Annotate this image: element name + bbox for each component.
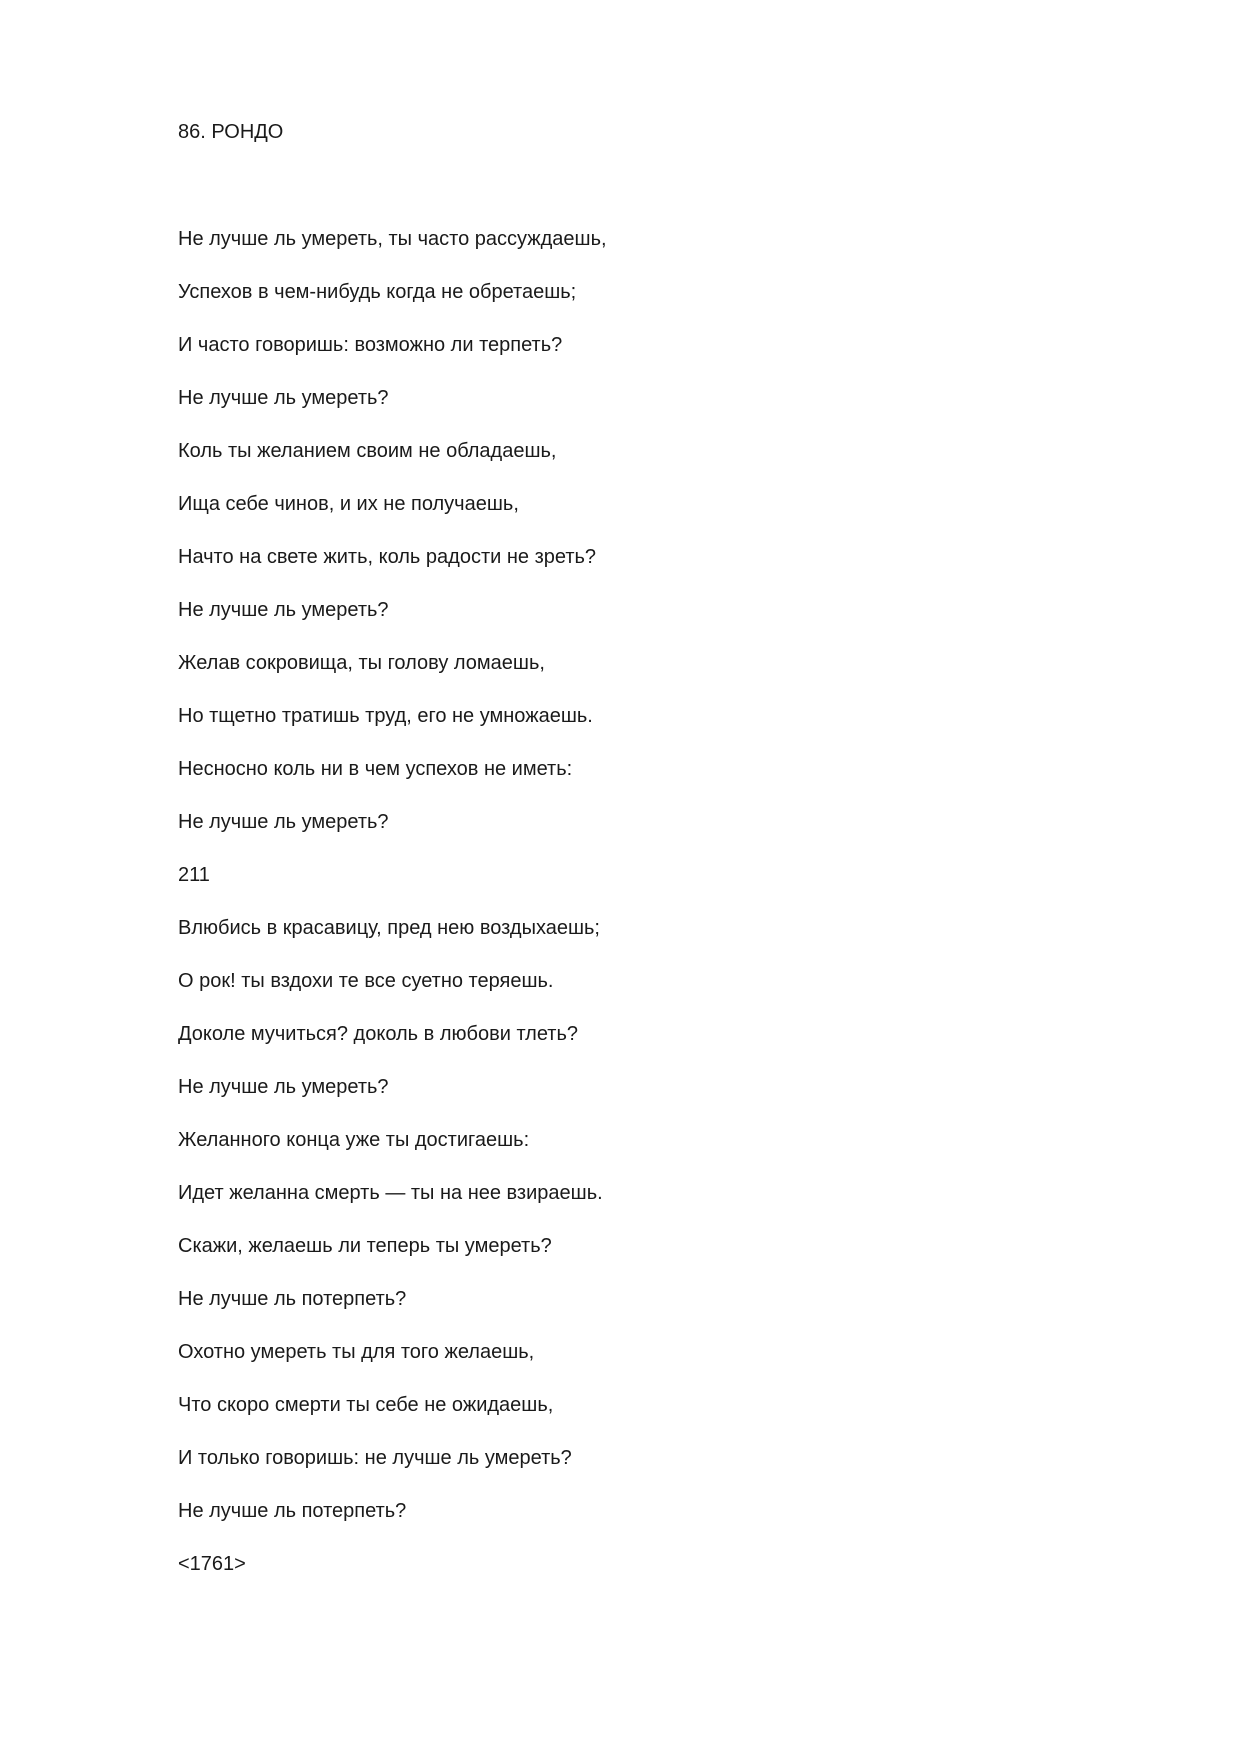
- poem-line: Не лучше ль умереть?: [178, 1076, 389, 1098]
- page-content: [178, 116, 1078, 1601]
- poem-date: <1761>: [178, 1553, 246, 1575]
- poem-line: Не лучше ль умереть?: [178, 811, 389, 833]
- poem-line: Успехов в чем-нибудь когда не обретаешь;: [178, 281, 577, 303]
- poem-line: Несносно коль ни в чем успехов не иметь:: [178, 758, 573, 780]
- poem-line: Скажи, желаешь ли теперь ты умереть?: [178, 1235, 552, 1257]
- poem-line: Идет желанна смерть — ты на нее взираешь.: [178, 1182, 603, 1204]
- poem-line: Не лучше ль потерпеть?: [178, 1288, 407, 1310]
- poem-line: Желанного конца уже ты достигаешь:: [178, 1129, 530, 1151]
- poem-line: Желав сокровища, ты голову ломаешь,: [178, 652, 545, 674]
- poem-line: Не лучше ль умереть, ты часто рассуждаешь,: [178, 228, 607, 250]
- poem-line: Что скоро смерти ты себе не ожидаешь,: [178, 1394, 554, 1416]
- poem-line: Не лучше ль умереть?: [178, 599, 389, 621]
- poem-body: [178, 223, 1078, 1580]
- poem-title: 86. РОНДО: [178, 121, 284, 143]
- poem-line: Не лучше ль потерпеть?: [178, 1500, 407, 1522]
- poem-line: Коль ты желанием своим не обладаешь,: [178, 440, 557, 462]
- poem-line: И часто говоришь: возможно ли терпеть?: [178, 334, 563, 356]
- poem-line: Начто на свете жить, коль радости не зреть?: [178, 546, 597, 568]
- page-number: 211: [178, 864, 210, 886]
- poem-line: Влюбись в красавицу, пред нею воздыхаешь;: [178, 917, 600, 939]
- poem-line: Не лучше ль умереть?: [178, 387, 389, 409]
- poem-line: И только говоришь: не лучше ль умереть?: [178, 1447, 572, 1469]
- poem-line: О рок! ты вздохи те все суетно теряешь.: [178, 970, 554, 992]
- poem-line: Ища себе чинов, и их не получаешь,: [178, 493, 519, 515]
- poem-line: Но тщетно тратишь труд, его не умножаешь.: [178, 705, 593, 727]
- poem-line: Доколе мучиться? доколь в любови тлеть?: [178, 1023, 578, 1045]
- poem-line: Охотно умереть ты для того желаешь,: [178, 1341, 535, 1363]
